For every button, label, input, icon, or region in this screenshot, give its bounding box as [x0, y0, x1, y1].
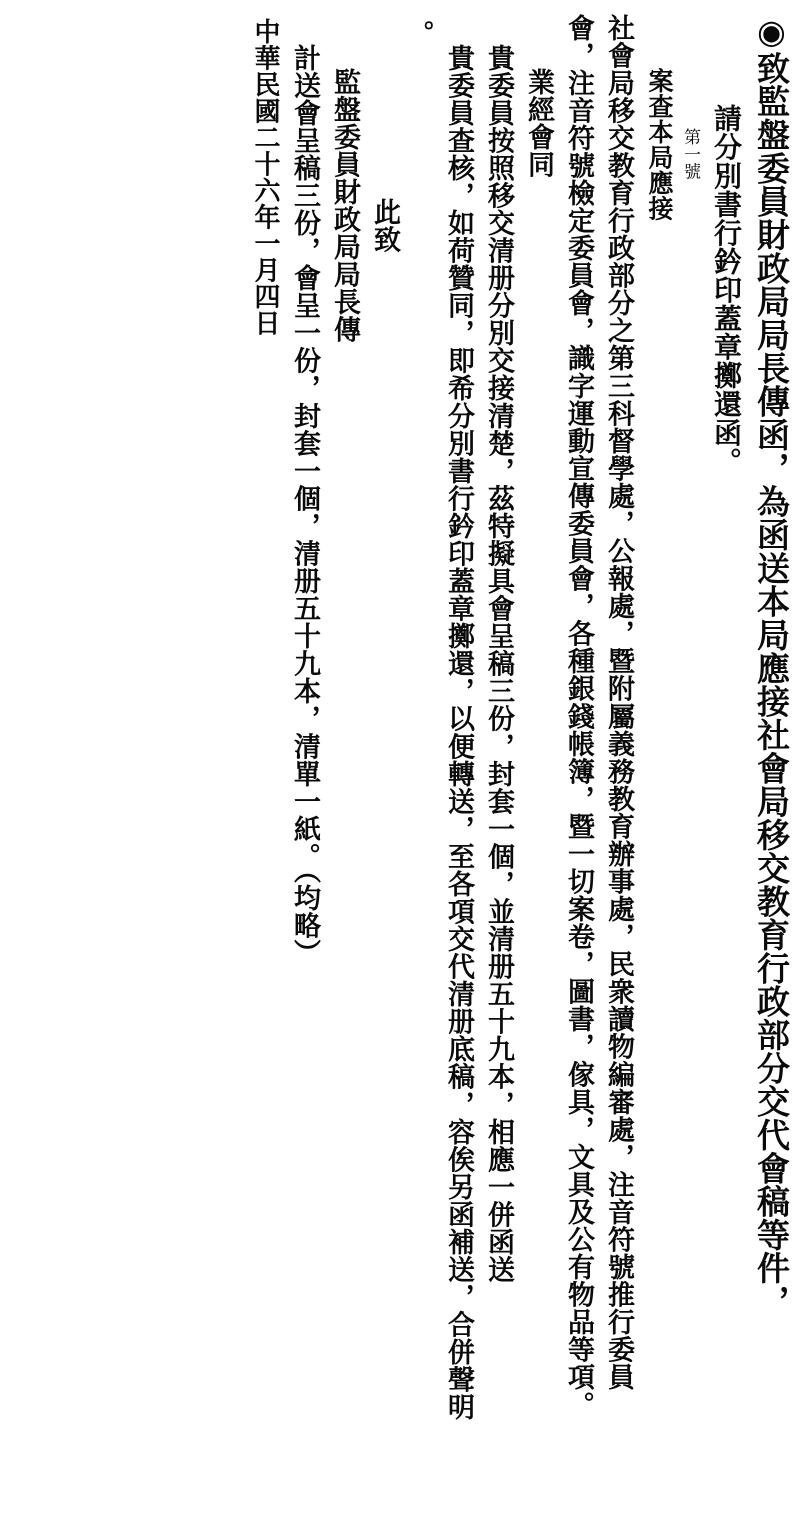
document-date: 中華民國二十六年一月四日 [250, 18, 280, 337]
document-title-line-2: 請分別書行鈐印蓋章擲還函。 [710, 104, 743, 476]
document-paragraph-5: 貴委員查核，如荷贊同，即希分別書行鈐印蓋章擲還，以便轉送，至各項交代清册底稿，容俟另函補送，合併聲明 [443, 44, 474, 1421]
document-paragraph-1: 社會局移交教育行政部分之第三科督學處，公報處，暨附屬義務教育辦事處，民衆讀物編審處，注音符號推行委員 [603, 14, 634, 1391]
document-paragraph-4: 貴委員按照移交清册分別交接清楚，茲特擬具會呈稿三份，封套一個，並清册五十九本，相應一併函送 [483, 44, 514, 1284]
vertical-text-body [10, 8, 791, 1508]
document-number-note: 第一號 [680, 128, 700, 181]
document-paragraph-2: 會，注音符號檢定委員會，識字運動宣傳委員會，各種銀錢帳簿，暨一切案卷，圖書，傢具，文具及公有物品等項。 [563, 14, 594, 1419]
document-enclosure-list: 計送會呈稿三份，會呈一份，封套一個，清册五十九本，清單一紙。（均略） [289, 44, 320, 967]
document-addressee: 監盤委員財政局局長傳 [329, 68, 360, 344]
document-heading-2: 案查本局應接 [645, 68, 674, 221]
document-closing-salutation: 此致 [369, 198, 400, 254]
document-title-line-1: ◉致監盤委員財政局局長傳函，為函送本局應接社會局移交教育行政部分交代會稿等件， [752, 12, 791, 1318]
document-paragraph-6-period: 。 [404, 20, 434, 47]
document-paragraph-3: 業經會同 [523, 68, 554, 179]
